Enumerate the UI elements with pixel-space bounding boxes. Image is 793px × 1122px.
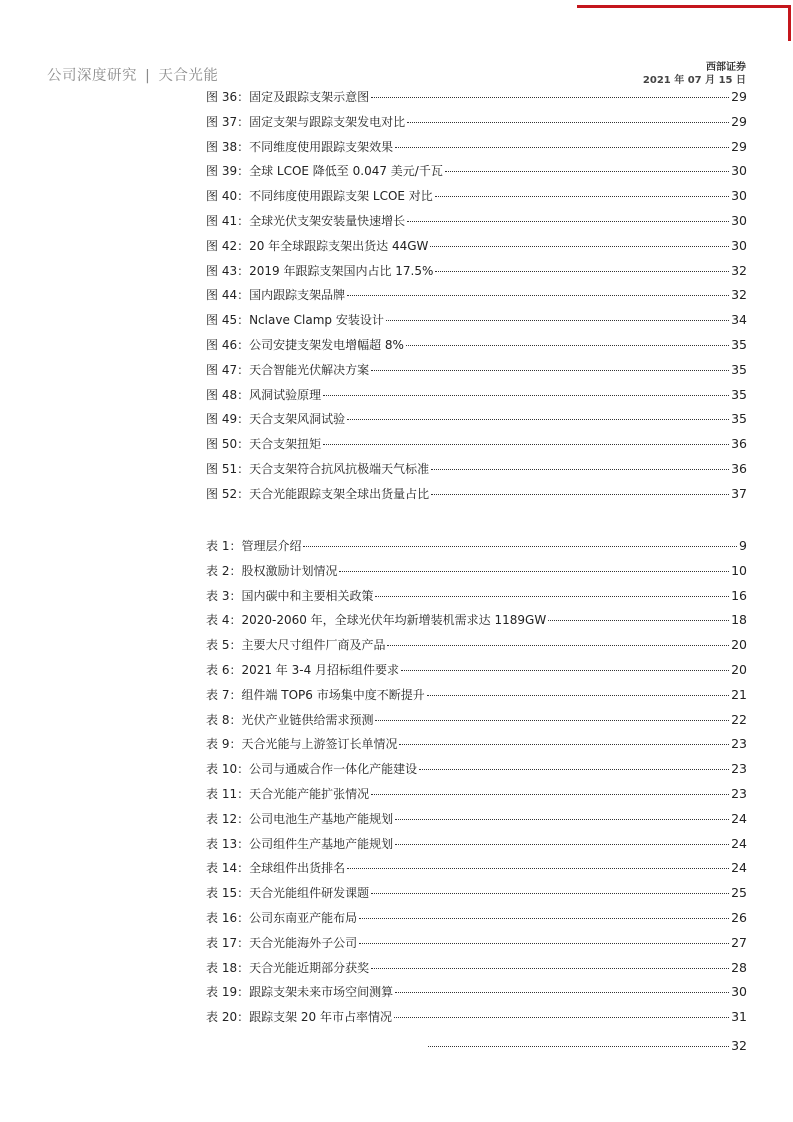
toc-page-number: 36 — [731, 436, 747, 452]
toc-page-number: 23 — [731, 761, 747, 777]
toc-leader-dots — [375, 719, 729, 721]
table-entry-label: 表 5：主要大尺寸组件厂商及产品 — [206, 638, 386, 653]
toc-page-number: 34 — [731, 312, 747, 328]
toc-leader-dots — [407, 121, 729, 123]
toc-page-number: 35 — [731, 386, 747, 402]
table-entry[interactable] — [206, 661, 747, 686]
table-entry[interactable] — [206, 934, 747, 959]
toc-page-number: 18 — [731, 612, 747, 628]
toc-leader-dots — [445, 170, 729, 172]
figure-entry[interactable] — [206, 336, 747, 361]
toc-leader-dots — [548, 619, 729, 621]
toc-leader-dots — [339, 570, 729, 572]
toc-page-number: 21 — [731, 686, 747, 702]
table-entry-label: 表 15：天合光能组件研发课题 — [206, 886, 370, 901]
table-entry-label: 表 17：天合光能海外子公司 — [206, 935, 358, 950]
toc-leader-dots — [323, 443, 729, 445]
toc-leader-dots — [395, 991, 729, 993]
toc-page-number: 29 — [731, 89, 747, 104]
toc-page-number: 31 — [731, 1009, 747, 1025]
toc-leader-dots — [419, 768, 729, 770]
table-entry-label: 表 1：管理层介绍 — [206, 539, 302, 553]
table-entry-label: 表 7：组件端 TOP6 市场集中度不断提升 — [206, 687, 425, 702]
toc-page-number: 26 — [731, 909, 747, 925]
table-entry-label: 表 10：公司与通威合作一体化产能建设 — [206, 762, 418, 777]
toc-orphan-entry[interactable] — [426, 1038, 747, 1063]
table-entry[interactable] — [206, 909, 747, 934]
toc-page-number: 32 — [731, 287, 747, 303]
table-entry-label: 表 16：公司东南亚产能布局 — [206, 910, 358, 925]
toc-leader-dots — [406, 344, 729, 346]
toc-leader-dots — [371, 892, 729, 894]
header-section: 公司深度研究 — [47, 68, 137, 84]
table-entry-label: 表 6：2021 年 3-4 月招标组件要求 — [206, 662, 400, 677]
figure-entry-label: 图 40：不同纬度使用跟踪支架 LCOE 对比 — [206, 189, 433, 204]
figure-entry-label: 图 43：2019 年跟踪支架国内占比 17.5% — [206, 263, 434, 278]
figure-entry[interactable] — [206, 237, 747, 262]
table-entry[interactable] — [206, 611, 747, 636]
figure-entry[interactable] — [206, 138, 747, 163]
figure-entry[interactable] — [206, 435, 747, 460]
figure-entry-label: 图 44：国内跟踪支架品牌 — [206, 288, 346, 303]
figure-entry-label: 图 37：固定支架与跟踪支架发电对比 — [206, 114, 406, 129]
toc-page-number: 10 — [731, 562, 747, 578]
toc-leader-dots — [303, 545, 737, 547]
table-entry-label: 表 11：天合光能产能扩张情况 — [206, 786, 370, 801]
toc-page-number: 24 — [731, 860, 747, 876]
table-entry[interactable] — [206, 537, 747, 562]
toc-leader-dots — [347, 867, 729, 869]
table-entry-label: 表 13：公司组件生产基地产能规划 — [206, 836, 394, 851]
figure-entry[interactable] — [206, 187, 747, 212]
toc-page-number: 20 — [731, 637, 747, 653]
table-entry-label: 表 12：公司电池生产基地产能规划 — [206, 811, 394, 826]
figure-entry[interactable] — [206, 311, 747, 336]
table-entry[interactable] — [206, 835, 747, 860]
table-entry-label: 表 18：天合光能近期部分获奖 — [206, 960, 370, 975]
report-date: 2021 年 07 月 15 日 — [642, 75, 746, 86]
toc-leader-dots — [407, 220, 729, 222]
figure-entry[interactable] — [206, 162, 747, 187]
figure-entry-label: 图 39：全球 LCOE 降低至 0.047 美元/千瓦 — [206, 164, 443, 179]
figure-entry-label: 图 51：天合支架符合抗风抗极端天气标准 — [206, 461, 430, 476]
toc-page-number: 25 — [731, 885, 747, 901]
header-company: 天合光能 — [158, 68, 219, 84]
table-entry[interactable] — [206, 983, 747, 1008]
toc-leader-dots — [375, 595, 729, 597]
toc-leader-dots — [427, 694, 729, 696]
brand-name: 西部证券 — [706, 62, 746, 73]
toc-leader-dots — [431, 468, 729, 470]
toc-page-number: 29 — [731, 113, 747, 129]
toc-page-number: 35 — [731, 411, 747, 427]
toc-leader-dots — [359, 917, 729, 919]
table-entry-label: 表 4：2020-2060 年，全球光伏年均新增装机需求达 1189GW — [206, 613, 547, 628]
table-entry[interactable] — [206, 686, 747, 711]
table-entry[interactable] — [206, 636, 747, 661]
toc-leader-dots — [371, 96, 729, 98]
toc-page-number: 35 — [731, 361, 747, 377]
toc-page-number: 28 — [731, 959, 747, 975]
toc-page-number: 30 — [731, 984, 747, 1000]
figure-entry-label: 图 41：全球光伏支架安装量快速增长 — [206, 213, 406, 228]
toc-leader-dots — [323, 394, 729, 396]
table-entry[interactable] — [206, 810, 747, 835]
toc-leader-dots — [371, 967, 729, 969]
toc-leader-dots — [347, 418, 729, 420]
figure-entry-label: 图 48：风洞试验原理 — [206, 387, 322, 402]
toc-page-number: 35 — [731, 336, 747, 352]
toc-page-number: 30 — [731, 212, 747, 228]
table-entry[interactable] — [206, 587, 747, 612]
corner-accent-vertical — [788, 5, 791, 41]
toc-leader-dots — [431, 493, 729, 495]
running-header — [47, 64, 218, 85]
figure-entry[interactable] — [206, 485, 747, 510]
toc-leader-dots — [386, 319, 729, 321]
table-entry-label: 表 2：股权激励计划情况 — [206, 563, 338, 578]
header-separator: | — [145, 68, 151, 84]
table-entry[interactable] — [206, 785, 747, 810]
toc-page-number: 24 — [731, 810, 747, 826]
toc-leader-dots — [395, 843, 729, 845]
figure-entry[interactable] — [206, 460, 747, 485]
figure-list — [206, 88, 747, 510]
toc-leader-dots — [435, 195, 729, 197]
figure-entry[interactable] — [206, 386, 747, 411]
table-list — [206, 537, 747, 1033]
toc-page-number: 29 — [731, 138, 747, 154]
toc-leader-dots — [371, 793, 729, 795]
toc-page-number: 27 — [731, 934, 747, 950]
table-entry-label: 表 19：跟踪支架未来市场空间测算 — [206, 985, 394, 1000]
toc-page-number: 16 — [731, 587, 747, 603]
table-entry[interactable] — [206, 760, 747, 785]
figure-entry[interactable] — [206, 212, 747, 237]
figure-entry-label: 图 38：不同维度使用跟踪支架效果 — [206, 139, 394, 154]
toc-leader-dots — [399, 743, 729, 745]
toc-leader-dots — [401, 669, 729, 671]
table-entry-label: 表 3：国内碳中和主要相关政策 — [206, 588, 374, 603]
toc-page-number: 23 — [731, 736, 747, 752]
toc-leader-dots — [395, 818, 729, 820]
toc-page-number: 30 — [731, 163, 747, 179]
table-entry-label: 表 8：光伏产业链供给需求预测 — [206, 712, 374, 727]
figure-entry[interactable] — [206, 88, 747, 113]
toc-leader-dots — [394, 1016, 729, 1018]
toc-page-number: 36 — [731, 460, 747, 476]
table-entry[interactable] — [206, 711, 747, 736]
table-entry[interactable] — [206, 562, 747, 587]
toc-leader-dots — [371, 369, 729, 371]
table-entry-label: 表 9：天合光能与上游签订长单情况 — [206, 737, 398, 752]
figure-entry[interactable] — [206, 286, 747, 311]
figure-entry-label: 图 36：固定及跟踪支架示意图 — [206, 90, 370, 104]
toc-page-number: 24 — [731, 835, 747, 851]
table-entry-label: 表 14：全球组件出货排名 — [206, 861, 346, 876]
figure-entry[interactable] — [206, 113, 747, 138]
table-entry[interactable] — [206, 959, 747, 984]
table-entry-label: 表 20：跟踪支架 20 年市占率情况 — [206, 1010, 392, 1025]
toc-page-number: 32 — [731, 262, 747, 278]
toc-page-number: 30 — [731, 188, 747, 204]
table-entry[interactable] — [206, 1008, 747, 1033]
corner-accent-horizontal — [577, 5, 791, 8]
toc-leader-dots — [435, 270, 729, 272]
table-entry[interactable] — [206, 735, 747, 760]
figure-entry[interactable] — [206, 361, 747, 386]
figure-entry-label: 图 52：天合光能跟踪支架全球出货量占比 — [206, 486, 430, 501]
toc-page-number: 30 — [731, 237, 747, 253]
toc-leader-dots — [395, 146, 729, 148]
figure-entry-label: 图 49：天合支架风洞试验 — [206, 412, 346, 427]
toc-leader-dots — [387, 644, 729, 646]
figure-entry-label: 图 50：天合支架扭矩 — [206, 437, 322, 452]
figure-entry-label: 图 46：公司安捷支架发电增幅超 8% — [206, 337, 404, 352]
toc-page-number: 22 — [731, 711, 747, 727]
table-entry[interactable] — [206, 884, 747, 909]
toc-page-number: 20 — [731, 661, 747, 677]
toc-page-number: 23 — [731, 785, 747, 801]
toc-leader-dots — [347, 294, 729, 296]
table-entry[interactable] — [206, 859, 747, 884]
figure-entry-label: 图 42：20 年全球跟踪支架出货达 44GW — [206, 238, 429, 253]
figure-entry-label: 图 45：Nclave Clamp 安装设计 — [206, 313, 384, 328]
toc-leader-dots — [428, 1045, 729, 1047]
figure-entry-label: 图 47：天合智能光伏解决方案 — [206, 362, 370, 377]
toc-page-number: 32 — [731, 1038, 747, 1053]
toc-page-number: 37 — [731, 485, 747, 501]
figure-entry[interactable] — [206, 410, 747, 435]
toc-page-number: 9 — [739, 538, 747, 553]
toc-leader-dots — [359, 942, 729, 944]
figure-entry[interactable] — [206, 262, 747, 287]
toc-leader-dots — [430, 245, 729, 247]
